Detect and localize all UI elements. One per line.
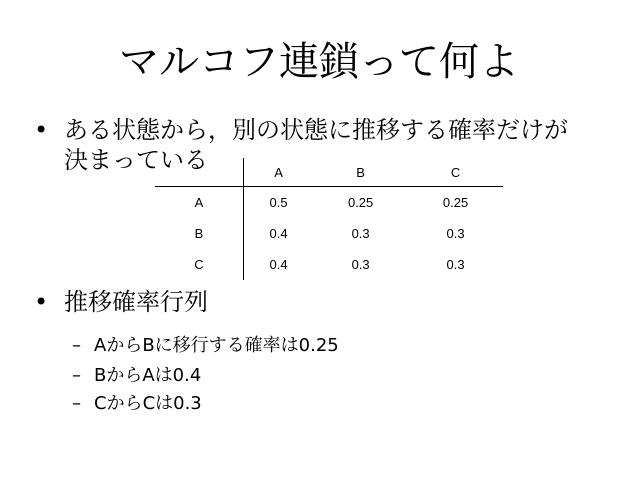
row-header: B: [155, 218, 244, 249]
sub-bullet-text: CからCは0.3: [94, 393, 202, 414]
column-header: C: [408, 158, 503, 187]
table-cell: 0.25: [442, 195, 469, 210]
sub-bullet-marker: –: [72, 365, 81, 386]
bullet-marker: •: [34, 288, 49, 316]
table-cell: 0.5: [269, 195, 288, 210]
table-header-row: [155, 158, 503, 187]
column-header: A: [244, 158, 314, 187]
table-row: [155, 249, 503, 280]
row-header: C: [155, 249, 244, 280]
sub-bullet-text: BからAは0.4: [94, 365, 202, 386]
table-cell: 0.25: [347, 195, 374, 210]
sub-bullet-item: [72, 334, 339, 358]
table-row: [155, 218, 503, 249]
table-cell: 0.4: [269, 257, 288, 272]
transition-matrix-table: [155, 158, 503, 280]
sub-bullet-item: [72, 364, 201, 388]
table-row: [155, 187, 503, 219]
table-cell: 0.3: [446, 257, 465, 272]
table-cell: 0.3: [351, 226, 370, 241]
sub-bullet-text: AからBに移行する確率は0.25: [94, 335, 339, 356]
bullet-text-line: 決まっている: [64, 146, 208, 174]
table-corner-cell: [155, 158, 244, 187]
column-header: B: [313, 158, 408, 187]
sub-bullet-item: [72, 392, 202, 416]
table-cell: 0.4: [269, 226, 288, 241]
sub-bullet-marker: –: [72, 393, 81, 414]
bullet-item: [34, 287, 208, 317]
slide-title: マルコフ連鎖って何よ: [119, 39, 519, 85]
bullet-text: 推移確率行列: [64, 288, 208, 316]
table-cell: 0.3: [446, 226, 465, 241]
row-header: A: [155, 187, 244, 219]
bullet-text-line: ある状態から，別の状態に推移する確率だけが: [64, 116, 568, 144]
table-cell: 0.3: [351, 257, 370, 272]
bullet-marker: •: [34, 116, 49, 144]
sub-bullet-marker: –: [72, 335, 81, 356]
